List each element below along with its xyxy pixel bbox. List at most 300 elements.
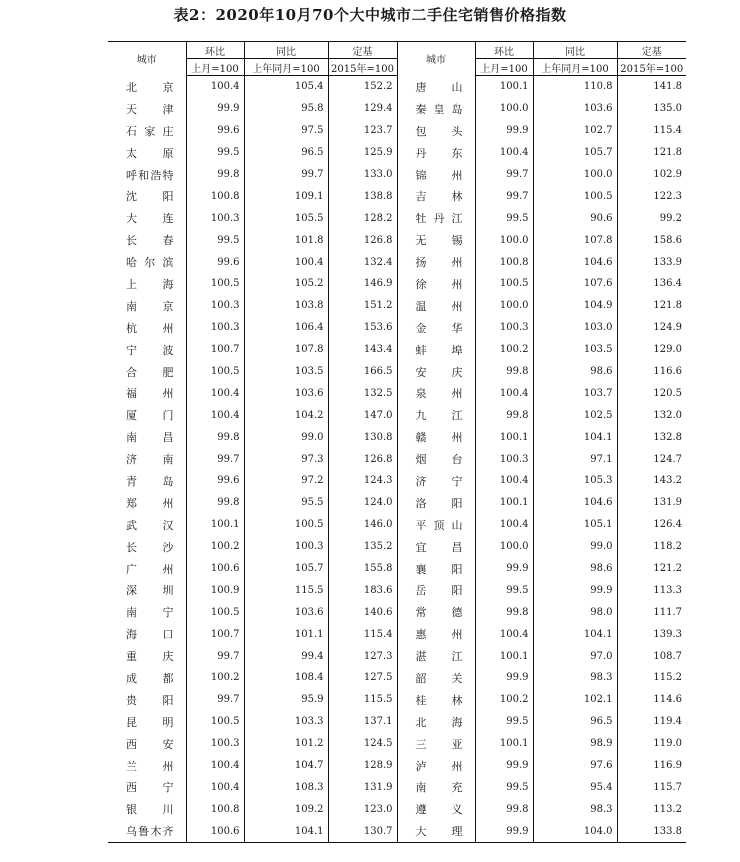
left-yoy-cell: 105.7 [244, 558, 328, 580]
left-mom-cell: 99.7 [186, 689, 244, 711]
right-fixed-cell: 139.3 [653, 628, 682, 640]
right-mom-cell: 100.0 [475, 98, 533, 120]
right-yoy-cell: 100.5 [533, 185, 617, 207]
right-fixed-cell: 102.9 [653, 169, 682, 180]
left-yoy-cell: 103.8 [244, 295, 328, 317]
right-mom-cell: 99.8 [475, 361, 533, 383]
left-mom-cell: 100.8 [186, 798, 244, 820]
left-city-cell: 沈阳 [108, 185, 186, 207]
right-fixed-cell: 122.3 [653, 190, 682, 202]
right-mom-cell: 100.2 [475, 339, 533, 361]
right-yoy-cell: 103.5 [533, 339, 617, 361]
left-mom-cell: 100.5 [186, 361, 244, 383]
table-row [108, 76, 686, 98]
right-yoy-cell: 102.7 [533, 120, 617, 142]
right-yoy-cell: 98.6 [533, 558, 617, 580]
left-yoy-cell: 104.7 [244, 755, 328, 777]
right-yoy-cell: 105.7 [533, 142, 617, 164]
left-yoy-cell: 108.3 [244, 777, 328, 799]
mom-header-left: 环比 [186, 42, 244, 59]
table-row [108, 536, 686, 558]
right-city-cell: 泉州 [397, 382, 475, 404]
table-row [108, 142, 686, 164]
right-mom-cell: 100.5 [475, 273, 533, 295]
right-yoy-cell: 105.3 [533, 470, 617, 492]
right-mom-cell: 100.0 [475, 536, 533, 558]
left-mom-cell: 100.4 [186, 777, 244, 799]
right-city-cell: 三亚 [397, 733, 475, 755]
right-fixed-cell: 114.6 [653, 694, 682, 706]
right-mom-cell: 99.9 [475, 667, 533, 689]
mom-base-right: 上月=100 [475, 59, 533, 76]
fixed-base-right: 2015年=100 [617, 59, 686, 76]
right-fixed-cell: 120.5 [653, 387, 682, 399]
left-fixed-cell: 147.0 [328, 404, 397, 426]
right-city-cell: 金华 [397, 317, 475, 339]
left-fixed-cell: 124.5 [328, 733, 397, 755]
right-fixed-cell: 141.8 [653, 81, 682, 93]
right-mom-cell: 100.4 [475, 470, 533, 492]
right-yoy-cell: 98.0 [533, 601, 617, 623]
right-city-cell: 唐山 [397, 76, 475, 98]
right-mom-cell: 99.9 [475, 820, 533, 842]
left-fixed-cell: 135.2 [328, 536, 397, 558]
table-row [108, 755, 686, 777]
right-fixed-cell: 116.6 [653, 366, 682, 378]
left-fixed-cell: 132.4 [328, 251, 397, 273]
table-row [108, 558, 686, 580]
left-mom-cell: 100.3 [186, 733, 244, 755]
left-mom-cell: 99.5 [186, 229, 244, 251]
right-mom-cell: 99.8 [475, 798, 533, 820]
right-fixed-cell: 118.2 [653, 541, 682, 553]
left-yoy-cell: 101.1 [244, 623, 328, 645]
right-yoy-cell: 104.6 [533, 251, 617, 273]
left-yoy-cell: 109.1 [244, 185, 328, 207]
left-yoy-cell: 95.8 [244, 98, 328, 120]
left-fixed-cell: 130.8 [328, 426, 397, 448]
right-mom-cell: 100.8 [475, 251, 533, 273]
left-mom-cell: 100.3 [186, 207, 244, 229]
left-mom-cell: 100.4 [186, 76, 244, 98]
right-fixed-cell: 99.2 [659, 212, 682, 224]
left-fixed-cell: 126.8 [328, 229, 397, 251]
right-yoy-cell: 107.6 [533, 273, 617, 295]
left-fixed-cell: 143.4 [328, 339, 397, 361]
right-mom-cell: 100.4 [475, 514, 533, 536]
right-fixed-cell: 132.0 [653, 409, 682, 421]
left-mom-cell: 100.5 [186, 273, 244, 295]
left-yoy-cell: 97.3 [244, 448, 328, 470]
right-fixed-cell: 119.0 [653, 738, 682, 750]
left-city-cell: 南昌 [108, 426, 186, 448]
left-city-cell: 贵阳 [108, 689, 186, 711]
right-yoy-cell: 99.0 [533, 536, 617, 558]
left-yoy-cell: 97.5 [244, 120, 328, 142]
left-fixed-cell: 124.3 [328, 470, 397, 492]
left-yoy-cell: 97.2 [244, 470, 328, 492]
fixed-header-right: 定基 [617, 42, 686, 59]
left-fixed-cell: 151.2 [328, 295, 397, 317]
right-yoy-cell: 107.8 [533, 229, 617, 251]
left-fixed-cell: 146.9 [328, 273, 397, 295]
table-body [108, 76, 686, 843]
right-mom-cell: 99.5 [475, 777, 533, 799]
right-yoy-cell: 98.6 [533, 361, 617, 383]
right-fixed-cell: 124.7 [653, 453, 682, 465]
left-city-cell: 南京 [108, 295, 186, 317]
right-fixed-cell: 136.4 [653, 278, 682, 290]
left-mom-cell: 99.8 [186, 426, 244, 448]
left-fixed-cell: 129.4 [328, 98, 397, 120]
left-yoy-cell: 96.5 [244, 142, 328, 164]
left-fixed-cell: 126.8 [328, 448, 397, 470]
table-row [108, 579, 686, 601]
left-yoy-cell: 103.3 [244, 711, 328, 733]
left-city-cell: 银川 [108, 798, 186, 820]
right-mom-cell: 100.0 [475, 229, 533, 251]
left-yoy-cell: 95.5 [244, 492, 328, 514]
left-city-cell: 呼和浩特 [108, 164, 186, 186]
left-fixed-cell: 166.5 [328, 361, 397, 383]
left-yoy-cell: 99.4 [244, 645, 328, 667]
right-fixed-cell: 143.2 [653, 475, 682, 487]
right-yoy-cell: 102.1 [533, 689, 617, 711]
left-city-cell: 广州 [108, 558, 186, 580]
left-city-cell: 深圳 [108, 579, 186, 601]
table-row [108, 623, 686, 645]
table-row [108, 273, 686, 295]
price-index-table [108, 41, 686, 843]
left-mom-cell: 99.5 [186, 142, 244, 164]
table-row [108, 185, 686, 207]
right-yoy-cell: 100.0 [533, 164, 617, 186]
right-city-cell: 九江 [397, 404, 475, 426]
mom-base-left: 上月=100 [186, 59, 244, 76]
left-mom-cell: 100.5 [186, 601, 244, 623]
yoy-base-right: 上年同月=100 [533, 59, 617, 76]
right-city-cell: 泸州 [397, 755, 475, 777]
right-city-cell: 无锡 [397, 229, 475, 251]
table-row [108, 251, 686, 273]
left-yoy-cell: 100.3 [244, 536, 328, 558]
left-fixed-cell: 123.0 [328, 798, 397, 820]
right-fixed-cell: 121.8 [653, 300, 682, 312]
right-city-cell: 扬州 [397, 251, 475, 273]
left-yoy-cell: 104.2 [244, 404, 328, 426]
left-fixed-cell: 138.8 [328, 185, 397, 207]
right-mom-cell: 100.4 [475, 623, 533, 645]
left-city-cell: 兰州 [108, 755, 186, 777]
table-row [108, 733, 686, 755]
left-mom-cell: 100.2 [186, 667, 244, 689]
right-city-cell: 惠州 [397, 623, 475, 645]
left-mom-cell: 100.4 [186, 755, 244, 777]
left-mom-cell: 100.8 [186, 185, 244, 207]
left-city-cell: 上海 [108, 273, 186, 295]
right-city-cell: 宜昌 [397, 536, 475, 558]
right-mom-cell: 100.3 [475, 448, 533, 470]
left-yoy-cell: 104.1 [244, 820, 328, 842]
left-mom-cell: 100.5 [186, 711, 244, 733]
right-city-cell: 安庆 [397, 361, 475, 383]
right-city-cell: 湛江 [397, 645, 475, 667]
left-fixed-cell: 133.0 [328, 164, 397, 186]
left-mom-cell: 100.7 [186, 623, 244, 645]
left-city-cell: 武汉 [108, 514, 186, 536]
table-row [108, 514, 686, 536]
right-fixed-cell: 158.6 [653, 234, 682, 246]
left-yoy-cell: 105.4 [244, 76, 328, 98]
left-city-cell: 重庆 [108, 645, 186, 667]
left-fixed-cell: 137.1 [328, 711, 397, 733]
left-yoy-cell: 103.6 [244, 601, 328, 623]
right-mom-cell: 100.1 [475, 426, 533, 448]
right-city-cell: 平顶山 [397, 514, 475, 536]
right-city-cell: 北海 [397, 711, 475, 733]
right-mom-cell: 100.1 [475, 492, 533, 514]
right-fixed-cell: 113.2 [653, 803, 682, 815]
left-fixed-cell: 155.8 [328, 558, 397, 580]
table-row [108, 164, 686, 186]
left-mom-cell: 99.9 [186, 98, 244, 120]
right-mom-cell: 99.9 [475, 558, 533, 580]
table-row [108, 382, 686, 404]
left-mom-cell: 100.4 [186, 382, 244, 404]
right-city-cell: 襄阳 [397, 558, 475, 580]
left-yoy-cell: 99.0 [244, 426, 328, 448]
right-mom-cell: 100.1 [475, 645, 533, 667]
right-mom-cell: 99.8 [475, 601, 533, 623]
right-city-cell: 锦州 [397, 164, 475, 186]
table-row [108, 470, 686, 492]
yoy-base-left: 上年同月=100 [244, 59, 328, 76]
left-mom-cell: 100.1 [186, 514, 244, 536]
right-mom-cell: 100.0 [475, 295, 533, 317]
right-mom-cell: 99.5 [475, 711, 533, 733]
right-mom-cell: 100.3 [475, 317, 533, 339]
right-fixed-cell: 119.4 [653, 716, 682, 728]
right-yoy-cell: 96.5 [533, 711, 617, 733]
left-yoy-cell: 115.5 [244, 579, 328, 601]
left-city-cell: 宁波 [108, 339, 186, 361]
right-yoy-cell: 95.4 [533, 777, 617, 799]
left-yoy-cell: 106.4 [244, 317, 328, 339]
right-yoy-cell: 104.9 [533, 295, 617, 317]
right-yoy-cell: 98.3 [533, 798, 617, 820]
right-mom-cell: 99.7 [475, 164, 533, 186]
right-fixed-cell: 131.9 [653, 497, 682, 509]
right-mom-cell: 99.9 [475, 120, 533, 142]
right-fixed-cell: 124.9 [653, 322, 682, 334]
right-yoy-cell: 104.1 [533, 623, 617, 645]
table-row [108, 798, 686, 820]
table-row [108, 361, 686, 383]
left-yoy-cell: 100.5 [244, 514, 328, 536]
left-city-cell: 西安 [108, 733, 186, 755]
left-yoy-cell: 101.8 [244, 229, 328, 251]
right-fixed-cell: 111.7 [653, 606, 682, 618]
left-city-cell: 济南 [108, 448, 186, 470]
left-yoy-cell: 108.4 [244, 667, 328, 689]
left-city-cell: 福州 [108, 382, 186, 404]
left-fixed-cell: 125.9 [328, 142, 397, 164]
left-fixed-cell: 124.0 [328, 492, 397, 514]
left-city-cell: 南宁 [108, 601, 186, 623]
left-fixed-cell: 127.5 [328, 667, 397, 689]
right-fixed-cell: 121.8 [653, 147, 682, 159]
city-header-right: 城市 [397, 42, 475, 76]
left-city-cell: 长沙 [108, 536, 186, 558]
table-row [108, 820, 686, 842]
left-mom-cell: 100.2 [186, 536, 244, 558]
left-city-cell: 太原 [108, 142, 186, 164]
left-fixed-cell: 123.7 [328, 120, 397, 142]
yoy-header-left: 同比 [244, 42, 328, 59]
right-city-cell: 桂林 [397, 689, 475, 711]
yoy-header-right: 同比 [533, 42, 617, 59]
left-city-cell: 成都 [108, 667, 186, 689]
left-fixed-cell: 131.9 [328, 777, 397, 799]
right-yoy-cell: 97.1 [533, 448, 617, 470]
left-mom-cell: 99.7 [186, 645, 244, 667]
right-mom-cell: 99.8 [475, 404, 533, 426]
left-city-cell: 大连 [108, 207, 186, 229]
table-row [108, 448, 686, 470]
right-fixed-cell: 113.3 [653, 584, 682, 596]
left-mom-cell: 99.6 [186, 120, 244, 142]
left-city-cell: 昆明 [108, 711, 186, 733]
left-city-cell: 天津 [108, 98, 186, 120]
right-fixed-cell: 121.2 [653, 563, 682, 575]
table-row [108, 426, 686, 448]
right-fixed-cell: 133.8 [617, 820, 686, 842]
right-fixed-cell: 135.0 [653, 103, 682, 115]
table-title: 表2：2020年10月70个大中城市二手住宅销售价格指数 [173, 6, 567, 24]
left-yoy-cell: 103.6 [244, 382, 328, 404]
left-mom-cell: 100.3 [186, 295, 244, 317]
right-yoy-cell: 103.7 [533, 382, 617, 404]
right-fixed-cell: 115.7 [653, 781, 682, 793]
left-fixed-cell: 127.3 [328, 645, 397, 667]
table-row [108, 229, 686, 251]
table-row [108, 667, 686, 689]
right-yoy-cell: 90.6 [533, 207, 617, 229]
left-mom-cell: 100.7 [186, 339, 244, 361]
right-city-cell: 韶关 [397, 667, 475, 689]
left-fixed-cell: 183.6 [328, 579, 397, 601]
left-mom-cell: 99.8 [186, 164, 244, 186]
right-city-cell: 牡丹江 [397, 207, 475, 229]
right-mom-cell: 99.7 [475, 185, 533, 207]
left-yoy-cell: 100.4 [244, 251, 328, 273]
left-fixed-cell: 152.2 [328, 76, 397, 98]
right-city-cell: 蚌埠 [397, 339, 475, 361]
left-yoy-cell: 105.5 [244, 207, 328, 229]
left-city-cell: 合肥 [108, 361, 186, 383]
left-city-cell: 北京 [108, 76, 186, 98]
right-mom-cell: 99.5 [475, 207, 533, 229]
left-city-cell: 石家庄 [108, 120, 186, 142]
table-row [108, 777, 686, 799]
right-yoy-cell: 103.6 [533, 98, 617, 120]
left-mom-cell: 99.8 [186, 492, 244, 514]
right-yoy-cell: 97.0 [533, 645, 617, 667]
left-city-cell: 乌鲁木齐 [108, 820, 186, 842]
left-fixed-cell: 153.6 [328, 317, 397, 339]
table-row [108, 98, 686, 120]
city-header-left: 城市 [108, 42, 186, 76]
right-city-cell: 常德 [397, 601, 475, 623]
left-fixed-cell: 128.9 [328, 755, 397, 777]
right-city-cell: 济宁 [397, 470, 475, 492]
right-fixed-cell: 115.4 [653, 125, 682, 137]
right-yoy-cell: 104.0 [533, 820, 617, 842]
left-city-cell: 青岛 [108, 470, 186, 492]
right-mom-cell: 100.2 [475, 689, 533, 711]
right-mom-cell: 99.9 [475, 755, 533, 777]
left-fixed-cell: 140.6 [328, 601, 397, 623]
right-mom-cell: 99.5 [475, 579, 533, 601]
right-fixed-cell: 115.2 [653, 672, 682, 684]
left-mom-cell: 100.9 [186, 579, 244, 601]
right-fixed-cell: 126.4 [653, 519, 682, 531]
right-yoy-cell: 110.8 [533, 76, 617, 98]
right-fixed-cell: 108.7 [653, 650, 682, 662]
left-yoy-cell: 95.9 [244, 689, 328, 711]
left-city-cell: 厦门 [108, 404, 186, 426]
right-city-cell: 包头 [397, 120, 475, 142]
right-yoy-cell: 98.9 [533, 733, 617, 755]
mom-header-right: 环比 [475, 42, 533, 59]
table-row [108, 295, 686, 317]
left-city-cell: 杭州 [108, 317, 186, 339]
right-yoy-cell: 104.1 [533, 426, 617, 448]
right-city-cell: 温州 [397, 295, 475, 317]
left-city-cell: 海口 [108, 623, 186, 645]
right-mom-cell: 100.4 [475, 382, 533, 404]
right-city-cell: 南充 [397, 777, 475, 799]
left-fixed-cell: 115.5 [328, 689, 397, 711]
left-mom-cell: 100.6 [186, 558, 244, 580]
right-fixed-cell: 129.0 [653, 344, 682, 356]
right-mom-cell: 100.1 [475, 76, 533, 98]
left-mom-cell: 100.4 [186, 404, 244, 426]
right-yoy-cell: 102.5 [533, 404, 617, 426]
right-city-cell: 遵义 [397, 798, 475, 820]
right-city-cell: 岳阳 [397, 579, 475, 601]
right-city-cell: 秦皇岛 [397, 98, 475, 120]
left-city-cell: 郑州 [108, 492, 186, 514]
right-city-cell: 洛阳 [397, 492, 475, 514]
right-yoy-cell: 103.0 [533, 317, 617, 339]
table-row [108, 645, 686, 667]
left-city-cell: 长春 [108, 229, 186, 251]
left-fixed-cell: 115.4 [328, 623, 397, 645]
right-yoy-cell: 104.6 [533, 492, 617, 514]
table-row [108, 207, 686, 229]
left-mom-cell: 99.6 [186, 470, 244, 492]
left-mom-cell: 100.3 [186, 317, 244, 339]
left-yoy-cell: 103.5 [244, 361, 328, 383]
right-fixed-cell: 116.9 [653, 760, 682, 772]
left-yoy-cell: 101.2 [244, 733, 328, 755]
right-fixed-cell: 132.8 [653, 431, 682, 443]
right-city-cell: 丹东 [397, 142, 475, 164]
left-mom-cell: 100.6 [186, 820, 244, 842]
table-row [108, 404, 686, 426]
right-city-cell: 赣州 [397, 426, 475, 448]
